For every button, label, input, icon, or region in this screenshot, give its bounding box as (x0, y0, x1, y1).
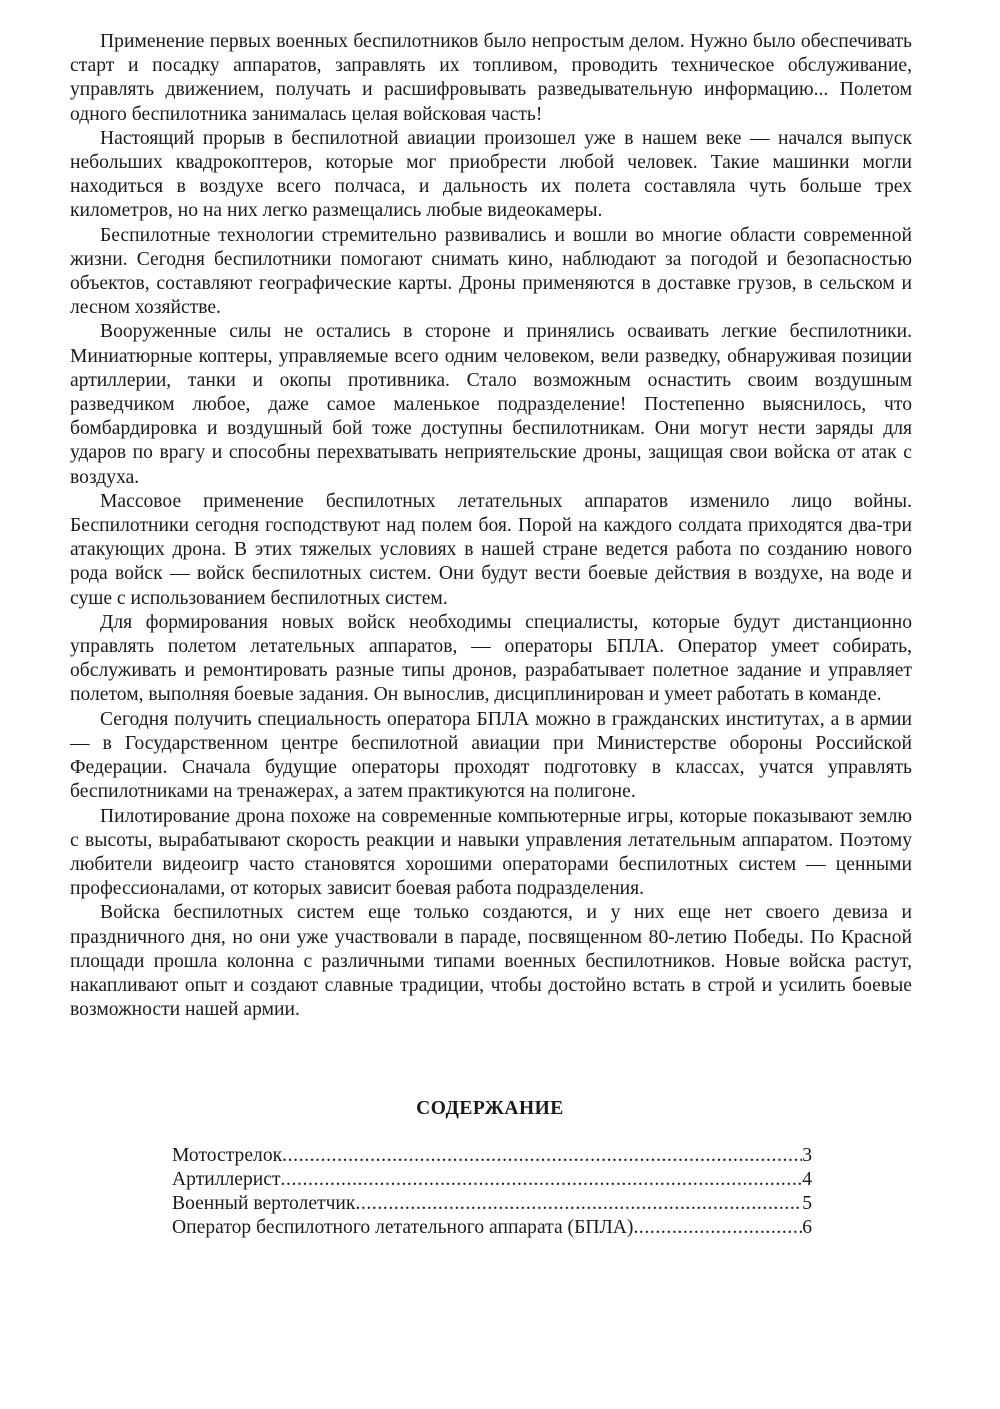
toc-entry-title: Военный вертолетчик (172, 1193, 356, 1214)
paragraph: Массовое применение беспилотных летательных аппаратов изменило лицо войны. Беспилотники сегодня господствуют над полем боя. Порой на каждого солдата приходятся два-три атакующих дрона. В этих тяжелых условиях в нашей стране ведется работа по созданию нового рода войск — войск беспилотных систем. Они будут вести боевые действия в воздухе, на воде и суше с использованием беспилотных систем. (70, 490, 912, 609)
toc-entry-page: 3 (802, 1145, 812, 1166)
paragraph: Вооруженные силы не остались в стороне и принялись осваивать легкие беспилотники. Миниатюрные коптеры, управляемые всего одним человеком, вели разведку, обнаруживая позиции артиллерии, танки и окопы противника. Стало возможным оснастить своим воздушным разведчиком любое, даже самое маленькое подразделение! Постепенно выяснилось, что бомбардировка и воздушный бой тоже доступны беспилотникам. Они могут нести заряды для ударов по врагу и способны перехватывать неприятельские дроны, защищая свои войска от атак с воздуха. (70, 321, 912, 488)
toc-entry-title: Артиллерист (172, 1169, 281, 1190)
toc-leader-dots (281, 1168, 803, 1192)
paragraph: Пилотирование дрона похоже на современные компьютерные игры, которые показывают землю с высоты, вырабатывают скорость реакции и навыки управления летательным аппаратом. Поэтому любители видеоигр часто становятся хорошими операторами беспилотных систем — ценными профессионалами, от которых зависит боевая работа подразделения. (70, 805, 912, 900)
paragraph: Применение первых военных беспилотников было непростым делом. Нужно было обеспечивать старт и посадку аппаратов, заправлять их топливом, проводить техническое обслуживание, управлять движением, получать и расшифровывать разведывательную информацию... Полетом одного беспилотника занималась целая войсковая часть! (70, 31, 912, 125)
toc-leader-dots (633, 1216, 802, 1240)
toc-entry-artillerist[interactable] (172, 1168, 812, 1192)
paragraph: Для формирования новых войск необходимы специалисты, которые будут дистанционно управлять полетом летательных аппаратов, — операторы БПЛА. Оператор умеет собирать, обслуживать и ремонтировать разные типы дронов, разрабатывает полетное задание и управляет полетом, выполняя боевые задания. Он вынослив, дисциплинирован и умеет работать в команде. (70, 611, 912, 706)
toc-entry-title: Мотострелок (172, 1145, 283, 1166)
toc-entry-page: 5 (802, 1193, 812, 1214)
toc-leader-dots (282, 1144, 802, 1168)
toc-entry-motostrelok[interactable] (172, 1144, 812, 1168)
paragraph: Настоящий прорыв в беспилотной авиации произошел уже в нашем веке — начался выпуск небольших квадрокоптеров, которые мог приобрести любой человек. Такие машинки могли находиться в воздухе всего полчаса, и дальность их полета составляла чуть больше трех километров, но на них легко размещались любые видеокамеры. (70, 127, 912, 222)
paragraph: Войска беспилотных систем еще только создаются, и у них еще нет своего девиза и праздничного дня, но они уже участвовали в параде, посвященном 80-летию Победы. По Красной площади прошла колонна с различными типами военных беспилотников. Новые войска растут, накапливают опыт и создают славные традиции, чтобы достойно встать в строй и усилить боевые возможности нашей армии. (70, 902, 912, 1021)
article-body (70, 30, 912, 1022)
toc-entry-operator-bpla[interactable] (172, 1216, 812, 1240)
toc-entry-title: Оператор беспилотного летательного аппарата (БПЛА) (172, 1217, 634, 1238)
toc-entry-page: 4 (802, 1169, 812, 1190)
toc-leader-dots (355, 1192, 802, 1216)
toc-heading: СОДЕРЖАНИЕ (416, 1098, 564, 1119)
toc-entry-page: 6 (802, 1217, 812, 1238)
toc-entry-vertoletchik[interactable] (172, 1192, 812, 1216)
paragraph: Беспилотные технологии стремительно развивались и вошли во многие области современной жизни. Сегодня беспилотники помогают снимать кино, наблюдают за погодой и безопасностью объектов, составляют географические карты. Дроны применяются в доставке грузов, в сельском и лесном хозяйстве. (70, 224, 912, 319)
table-of-contents (172, 1144, 812, 1240)
paragraph: Сегодня получить специальность оператора БПЛА можно в гражданских институтах, а в армии — в Государственном центре беспилотной авиации при Министерстве обороны Российской Федерации. Сначала будущие операторы проходят подготовку в классах, учатся управлять беспилотниками на тренажерах, а затем практикуются на полигоне. (70, 708, 912, 803)
